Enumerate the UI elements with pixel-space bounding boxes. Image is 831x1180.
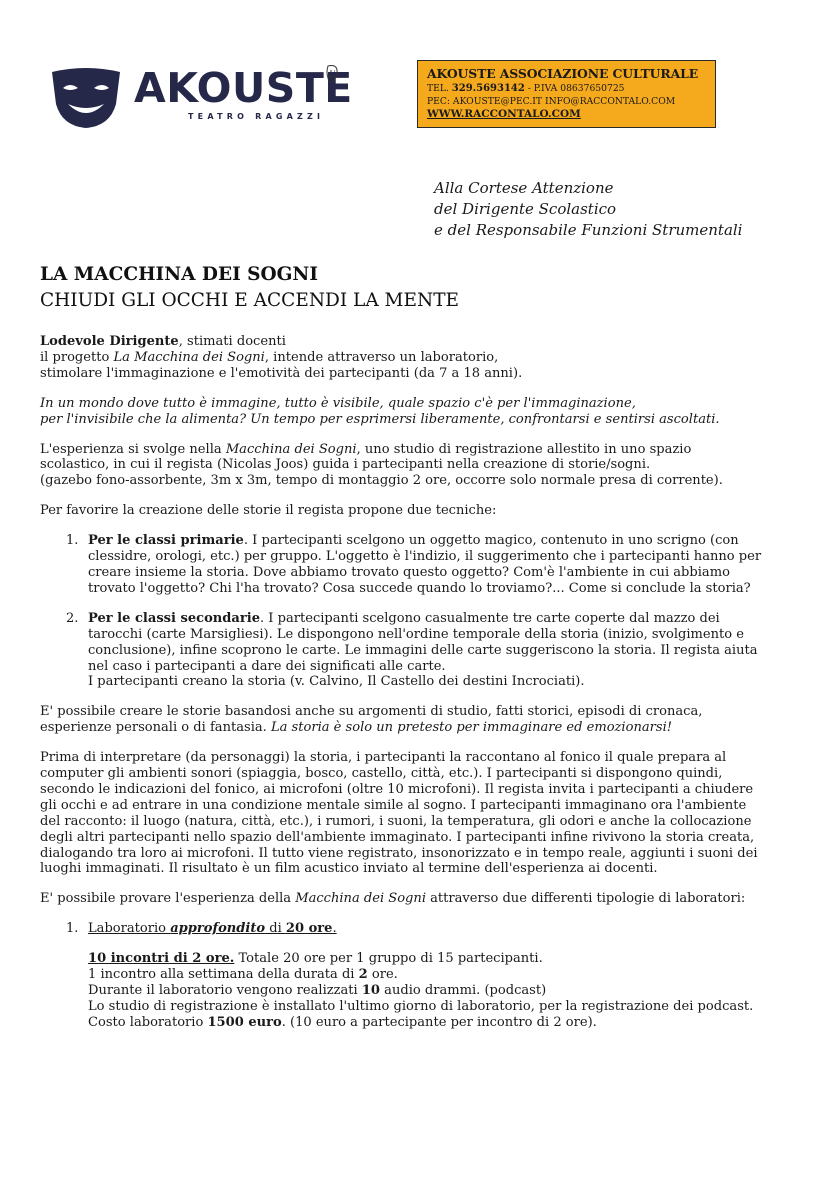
technique-heading: Per le classi primarie (88, 533, 244, 549)
lab-detail: Lo studio di registrazione è installato l'ultimo giorno di laboratorio, per la registrazione dei podcast. (88, 998, 754, 1014)
theatre-mask-icon (50, 68, 122, 130)
address-line: del Dirigente Scolastico (434, 200, 617, 218)
phone-number: 329.5693142 (451, 83, 525, 94)
possible-line: E' possibile creare le storie basandosi anche su argomenti di studio, fatti storici, episodi di cronaca, (40, 704, 703, 720)
lab-item (40, 921, 800, 1030)
tel-label: TEL. (427, 83, 449, 94)
letter-body (40, 334, 800, 1031)
address-line: e del Responsabile Funzioni Strumentali (434, 221, 743, 239)
logo-brand: AKOUSTE (134, 64, 353, 112)
intro-line: stimolare l'immaginazione e l'emotività dei partecipanti (da 7 a 18 anni). (40, 365, 523, 381)
list-number: 1. (66, 921, 79, 937)
address-line: Alla Cortese Attenzione (434, 179, 614, 197)
process-line: computer gli ambienti sonori (spiaggia, bosco, castello, città, etc.). I partecipanti si dispongono quindi, (40, 766, 723, 782)
technique-heading: Per le classi secondarie (88, 610, 261, 626)
lab-detail: Durante il laboratorio vengono realizzati 10 audio drammi. (podcast) (88, 983, 547, 998)
greeting-rest: , stimati docenti (178, 334, 286, 349)
akouste-logo (50, 62, 353, 132)
quote-line: In un mondo dove tutto è immagine, tutto è visibile, quale spazio c'è per l'immaginazione, (40, 395, 636, 411)
quote-line: per l'invisibile che la alimenta? Un tempo per esprimersi liberamente, confrontarsi e sentirsi ascoltati. (40, 411, 720, 427)
org-name: AKOUSTE ASSOCIAZIONE CULTURALE (427, 66, 699, 81)
project-name: La Macchina dei Sogni (113, 349, 265, 365)
lab-heading: Laboratorio approfondito di 20 ore. (88, 921, 337, 937)
document-title: LA MACCHINA DEI SOGNI (40, 264, 318, 285)
lab-detail: Costo laboratorio 1500 euro. (10 euro a partecipante per incontro di 2 ore). (88, 1014, 597, 1030)
lab-detail: 1 incontro alla settimana della durata di 2 ore. (88, 967, 398, 983)
list-number: 2. (66, 610, 79, 626)
process-line: del racconto: il luogo (natura, città, etc.), i rumori, i suoni, la temperatura, gli odori e anche la collocazione (40, 813, 752, 829)
process-line: secondo le indicazioni del fonico, ai microfoni (oltre 10 microfoni). Il regista invita i partecipanti a chiudere (40, 781, 754, 797)
sketch-face-icon (324, 64, 340, 84)
greeting-bold: Lodevole Dirigente (40, 334, 179, 349)
possible-line: esperienze personali o di fantasia. La storia è solo un pretesto per immaginare ed emozionarsi! (40, 720, 672, 736)
email-line: PEC: AKOUSTE@PEC.IT INFO@RACCONTALO.COM (427, 96, 676, 107)
list-item: 1. Per le classi primarie. I partecipanti scelgono un oggetto magico, contenuto in uno scrigno (con clessidre, orologi, etc.) per gruppo. L'oggetto è l'indizio, il suggerimento che i partecipanti hanno per creare insieme la storia. Dove abbiamo trovato questo oggetto? Com'è l'ambiente in cui abbiamo trovato l'oggetto? Chi l'ha trovato? Cosa succede quando lo troviamo?... Come si conclude la storia? (66, 533, 762, 596)
vat-number: - P.IVA 08637650725 (527, 83, 625, 94)
list-item: 2. Per le classi secondarie. I partecipanti scelgono casualmente tre carte coperte dal mazzo dei tarocchi (carte Marsigliesi). Le dispongono nell'ordine temporale della storia (inizio, svolgimento e conclusione), infine scoprono le carte. Le immagini delle carte suggeriscono la storia. Il regista aiuta nel caso i partecipanti a dare dei significati alle carte. I partecipanti creano la storia (v. Calvino, Il Castello dei destini Incrociati). (66, 610, 758, 690)
phone-line (427, 82, 715, 95)
contact-box (417, 60, 716, 128)
lab-detail: 10 incontri di 2 ore. Totale 20 ore per 1 gruppo di 15 partecipanti. (88, 951, 543, 967)
greeting (40, 334, 800, 350)
experience-line: scolastico, in cui il regista (Nicolas Joos) guida i partecipanti nella creazione di storie/sogni. (40, 457, 651, 473)
experience-line: L'esperienza si svolge nella Macchina dei Sogni, uno studio di registrazione allestito in uno spazio (40, 441, 692, 457)
document-subtitle: CHIUDI GLI OCCHI E ACCENDI LA MENTE (40, 290, 460, 311)
process-line: luoghi immaginati. Il risultato è un film acustico inviato al termine dell'esperienza ai docenti. (40, 861, 658, 877)
recipient-address (434, 178, 742, 241)
experience-line: (gazebo fono-assorbente, 3m x 3m, tempo di montaggio 2 ore, occorre solo normale presa di corrente). (40, 473, 723, 489)
process-line: dialogando tra loro ai microfoni. Il tutto viene registrato, insonorizzato e in tempo reale, aggiunti i suoni dei (40, 845, 758, 861)
process-line: gli occhi e ad entrare in una condizione mentale simile al sogno. I partecipanti immaginano ora l'ambiente (40, 797, 747, 813)
process-line: Prima di interpretare (da personaggi) la storia, i partecipanti la raccontano al fonico il quale prepara al (40, 750, 727, 766)
labs-intro: E' possibile provare l'esperienza della Macchina dei Sogni attraverso due differenti tipologie di laboratori: (40, 891, 746, 907)
process-line: degli altri partecipanti nello spazio dell'ambiente immaginato. I partecipanti infine rivivono la storia creata, (40, 829, 755, 845)
intro-line: il progetto La Macchina dei Sogni, intende attraverso un laboratorio, (40, 349, 499, 365)
website-link[interactable]: WWW.RACCONTALO.COM (427, 108, 581, 120)
logo-tagline: TEATRO RAGAZZI (188, 112, 325, 121)
techniques-intro: Per favorire la creazione delle storie il regista propone due tecniche: (40, 503, 497, 519)
list-number: 1. (66, 533, 79, 549)
